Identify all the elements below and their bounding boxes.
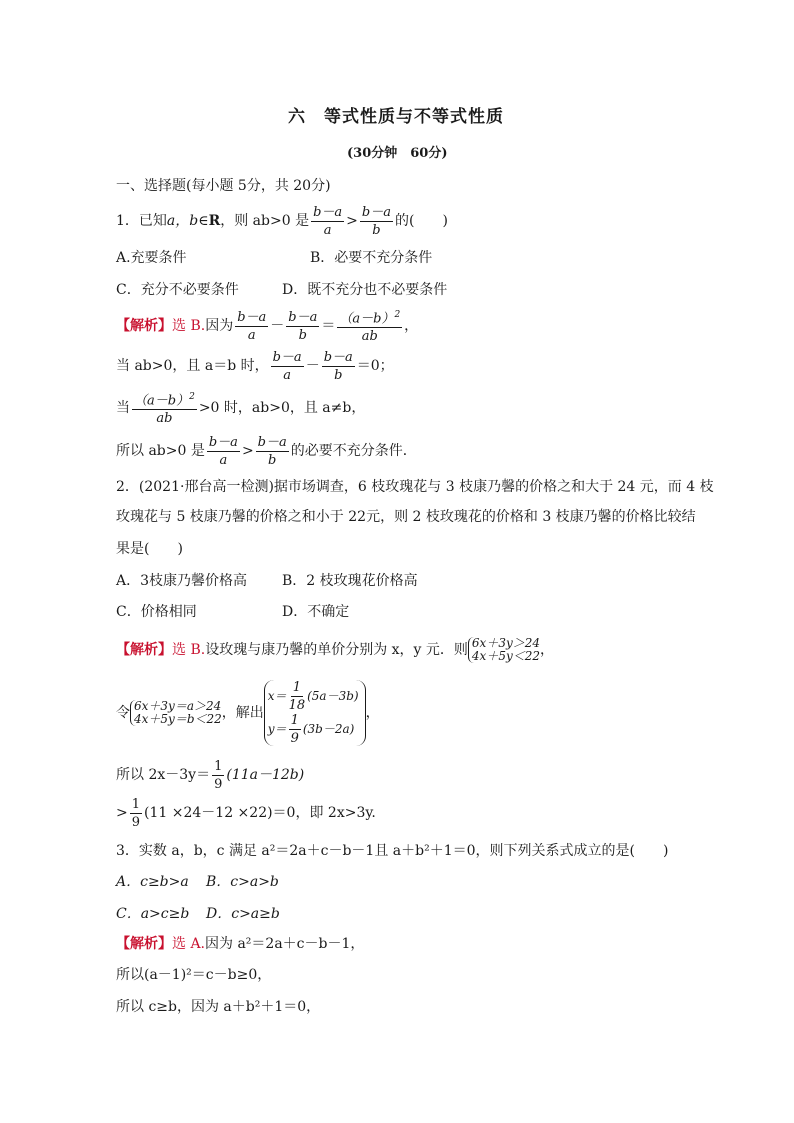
sol3-text: 因为 a²＝2a＋c－b－1， <box>205 936 365 952</box>
answer-choice: 选 B. <box>172 318 206 335</box>
sol1-text: 当 <box>116 400 130 417</box>
equals-sign: ＝ <box>321 318 336 335</box>
gt-sign: > <box>241 443 254 459</box>
q3-option-d: D．c>a≥b <box>206 906 280 922</box>
sol1-text: ＝0； <box>356 358 394 374</box>
q3-option-c: C．a>c≥b <box>116 906 190 922</box>
one-ninth-fraction: $\frac{1}{9}$ <box>131 796 141 830</box>
answer-choice: 选 A. <box>172 936 206 952</box>
sol2-text: 令 <box>116 705 130 721</box>
solution-system: x＝ $\frac{1}{18}$ (5a－3b) y＝ $\frac{1}{9}$ (3b－2a) <box>264 680 366 746</box>
question-1-stem <box>116 203 448 239</box>
comma: ， <box>365 705 380 721</box>
q2-option-d: D．不确定 <box>282 604 350 620</box>
page-title: 六 等式性质与不等式性质 <box>288 107 504 127</box>
q2-option-b: B．2 枝玫瑰花价格高 <box>282 573 418 589</box>
q1-prefix: 1．已知 <box>116 213 167 229</box>
sol1-text: 当 ab>0，且 a＝b 时， <box>116 358 269 374</box>
sol1-text: 因为 <box>205 318 234 335</box>
sol1-fraction-e: $\frac{b-a}{b}$ <box>323 349 353 383</box>
one-ninth-fraction: $\frac{1}{9}$ <box>214 758 223 792</box>
solution-3-line-1 <box>116 935 364 953</box>
solution-1-line-3 <box>116 390 365 426</box>
solution-2-line-4 <box>116 796 376 830</box>
solution-2-line-2 <box>116 680 380 746</box>
solution-1-line-1 <box>116 308 418 344</box>
time-score-subtitle: (30分钟 60分) <box>347 146 448 161</box>
solution-2-line-1 <box>116 634 554 666</box>
q1-option-b: B．必要不充分条件 <box>310 250 433 266</box>
solution-1-line-4 <box>116 433 417 469</box>
q3-option-a: A．c≥b>a <box>116 874 189 890</box>
q1-suffix: 的( ) <box>394 213 448 229</box>
solution-2-line-3 <box>116 758 304 792</box>
q1-fraction-1: $\frac{b-a}{a}$ <box>313 204 343 238</box>
sol2-text: 所以 2x－3y＝ <box>116 767 211 783</box>
q1-real-set: R <box>208 213 221 229</box>
q2-option-a: A．3枝康乃馨价格高 <box>116 573 248 589</box>
solution-3-line-2: 所以(a－1)²＝c－b≥0， <box>116 967 272 983</box>
sol1-text: >0 时，ab>0，且 a≠b， <box>198 400 366 417</box>
question-2-line-2: 玫瑰花与 5 枝康乃馨的价格之和小于 22元，则 2 枝玫瑰花的价格和 3 枝康乃馨的价格比较结 <box>116 509 696 525</box>
question-2-line-1: 2．(2021·邢台高一检测)据市场调查，6 枝玫瑰花与 3 枝康乃馨的价格之和大于 24 元，而 4 枝 <box>116 479 714 495</box>
q1-option-a: A.充要条件 <box>116 250 187 266</box>
sol1-fraction-c: $\frac{(a-b)^2}{ab}$ <box>339 310 401 345</box>
analysis-tag: 【解析】 <box>116 936 172 952</box>
substitution-system: 6x＋3y＝a＞24 4x＋5y＝b＜22 <box>130 700 222 726</box>
sol2-text: (11 ×24－12 ×22)＝0，即 2x>3y. <box>144 805 376 821</box>
sol1-fraction-b: $\frac{b-a}{b}$ <box>288 309 318 343</box>
q1-option-c: C．充分不必要条件 <box>116 282 239 298</box>
sol2-text: ，解出 <box>221 705 264 721</box>
sol1-fraction-a: $\frac{b-a}{a}$ <box>237 309 267 343</box>
solution-1-line-2 <box>116 348 394 384</box>
sol1-text: 所以 ab>0 是 <box>116 443 205 459</box>
gt-sign: > <box>116 805 128 821</box>
inequality-system: 6x＋3y＞24 4x＋5y＜22 <box>468 637 540 663</box>
q1-gt-sign: > <box>346 213 358 229</box>
q1-fraction-2: $\frac{b-a}{b}$ <box>361 204 391 238</box>
question-3-stem: 3．实数 a，b，c 满足 a²＝2a＋c－b－1且 a＋b²＋1＝0，则下列关系式成立的是( ) <box>116 843 669 859</box>
answer-choice: 选 B. <box>172 642 206 658</box>
comma: ， <box>540 642 555 658</box>
q3-option-b: B．c>a>b <box>206 874 279 890</box>
minus-sign: － <box>270 318 285 335</box>
analysis-tag: 【解析】 <box>116 642 172 658</box>
sol2-text: 设玫瑰与康乃馨的单价分别为 x，y 元．则 <box>205 642 468 658</box>
section-heading: 一、选择题(每小题 5分，共 20分) <box>116 178 331 194</box>
sol1-fraction-g: $\frac{b-a}{a}$ <box>208 434 238 468</box>
comma: ， <box>404 318 419 335</box>
sol1-fraction-d: $\frac{b-a}{a}$ <box>272 349 302 383</box>
solution-3-line-3: 所以 c≥b，因为 a＋b²＋1＝0， <box>116 999 321 1015</box>
q1-option-d: D．既不充分也不必要条件 <box>282 282 448 298</box>
sol1-fraction-h: $\frac{b-a}{b}$ <box>257 434 287 468</box>
question-2-line-3: 果是( ) <box>116 541 183 557</box>
sol2-text: (11a－12b) <box>226 767 305 783</box>
q2-option-c: C．价格相同 <box>116 604 197 620</box>
sol1-text: 的必要不充分条件． <box>290 443 417 459</box>
q1-vars: a，b∈ <box>166 213 209 229</box>
sol1-fraction-f: $\frac{(a-b)^2}{ab}$ <box>134 392 195 427</box>
minus-sign: － <box>305 358 320 374</box>
q1-condition: ，则 ab>0 是 <box>220 213 310 229</box>
analysis-tag: 【解析】 <box>116 318 172 335</box>
